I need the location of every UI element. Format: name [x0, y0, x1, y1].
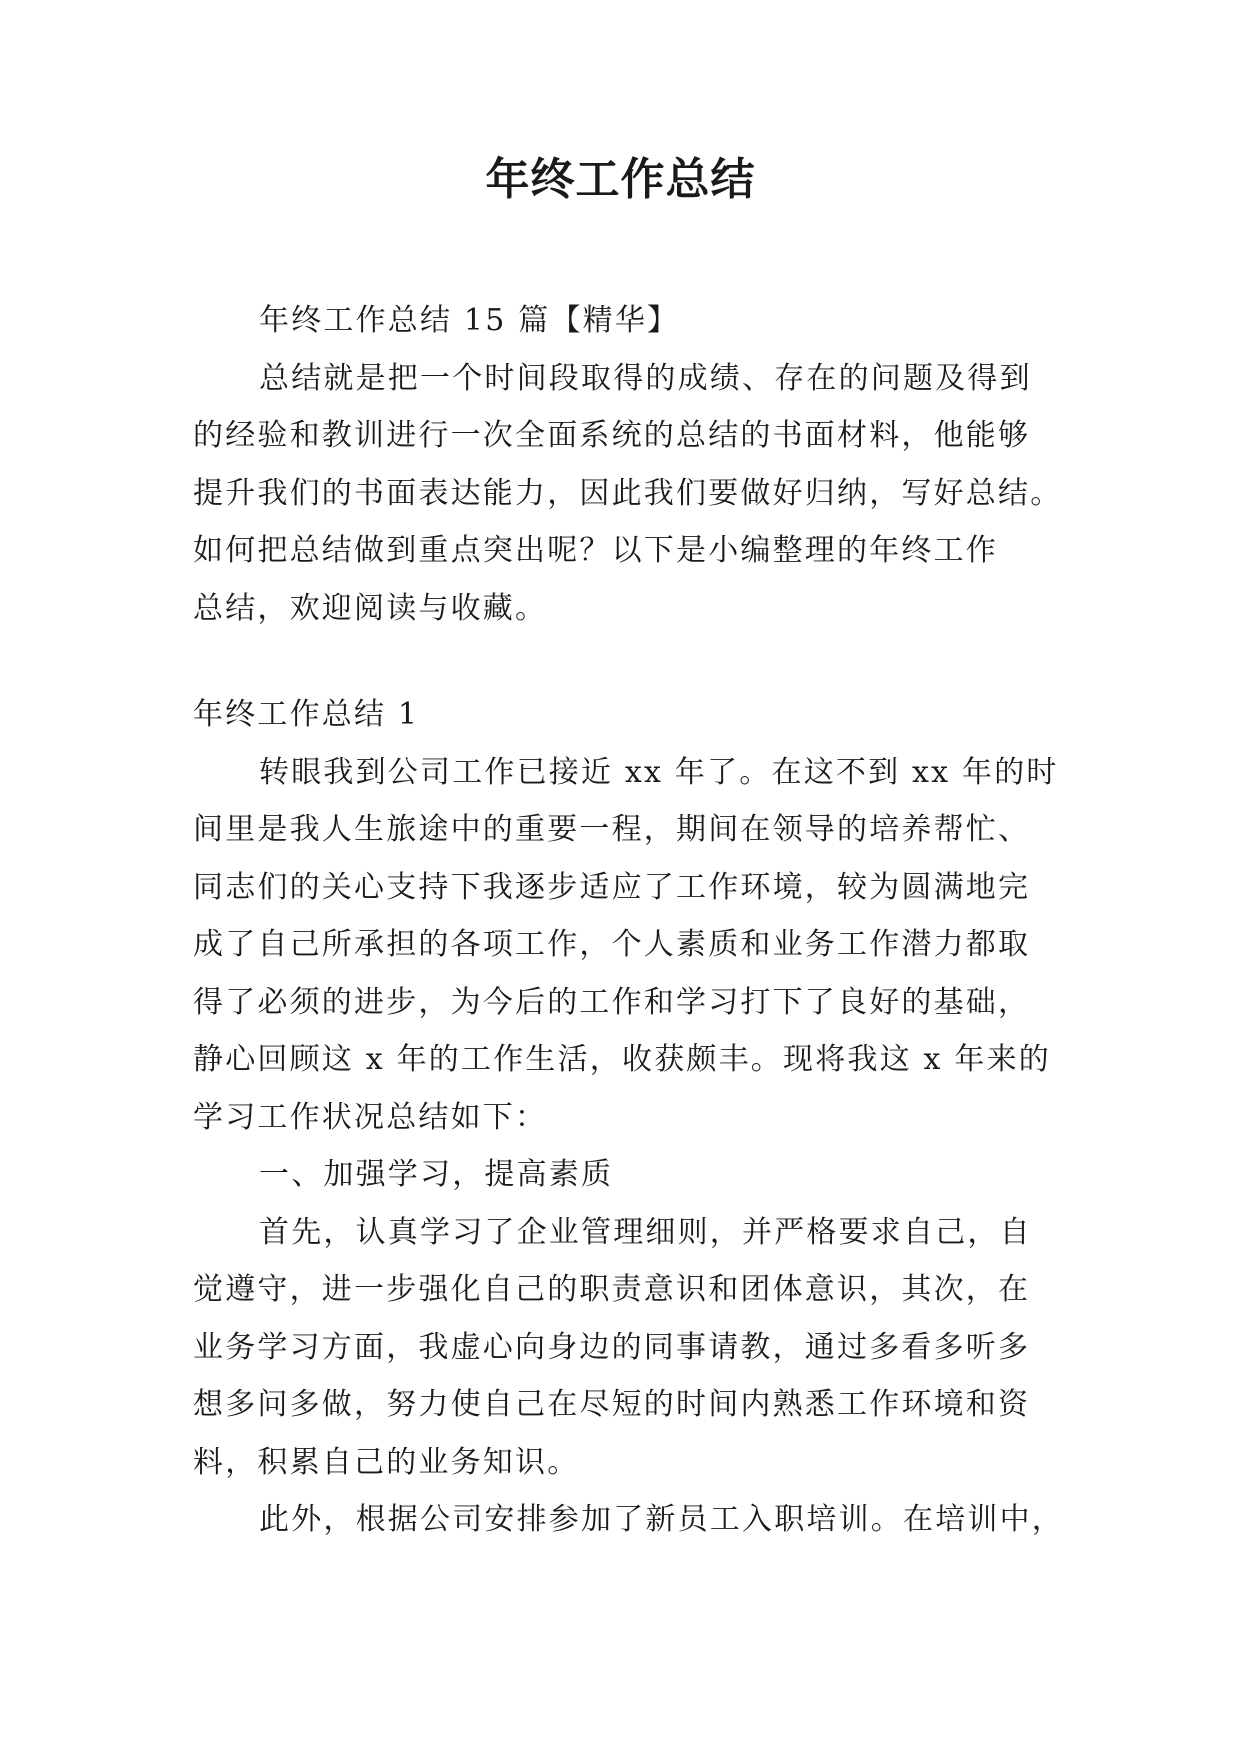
text-line: 的经验和教训进行一次全面系统的总结的书面材料，他能够 — [193, 418, 1031, 453]
text-line: 此外，根据公司安排参加了新员工入职培训。在培训中， — [259, 1502, 1064, 1537]
paragraph-3 — [193, 1491, 1064, 1549]
text-line: 总结就是把一个时间段取得的成绩、存在的问题及得到 — [259, 360, 1032, 396]
text-line: 转眼我到公司工作已接近 xx 年了。在这不到 xx 年的时 — [259, 754, 1059, 790]
text-line: 学习工作状况总结如下： — [193, 1099, 548, 1135]
text-line: 同志们的关心支持下我逐步适应了工作环境，较为圆满地完 — [193, 869, 1031, 905]
document-body — [193, 292, 1064, 1549]
text-line: 想多问多做，努力使自己在尽短的时间内熟悉工作环境和资 — [193, 1387, 1031, 1422]
document-subtitle: 年终工作总结 15 篇【精华】 — [259, 303, 680, 338]
text-line: 首先，认真学习了企业管理细则，并严格要求自己，自 — [259, 1214, 1032, 1250]
document-title: 年终工作总结 — [485, 154, 756, 205]
text-line: 料，积累自己的业务知识。 — [193, 1444, 580, 1480]
text-line: 得了必须的进步，为今后的工作和学习打下了良好的基础， — [193, 984, 1031, 1020]
intro-paragraph — [193, 350, 1063, 638]
paragraph-1 — [193, 744, 1059, 1147]
text-line: 觉遵守，进一步强化自己的职责意识和团体意识，其次，在 — [193, 1272, 1031, 1307]
text-line: 业务学习方面，我虚心向身边的同事请教，通过多看多听多 — [193, 1329, 1031, 1365]
text-line: 间里是我人生旅途中的重要一程，期间在领导的培养帮忙、 — [193, 812, 1031, 847]
text-line: 成了自己所承担的各项工作，个人素质和业务工作潜力都取 — [193, 927, 1031, 962]
subheading: 一、加强学习，提高素质 — [259, 1157, 614, 1192]
paragraph-spacer — [193, 637, 1053, 686]
text-line: 总结，欢迎阅读与收藏。 — [193, 590, 548, 626]
text-line: 提升我们的书面表达能力，因此我们要做好归纳，写好总结。 — [193, 475, 1063, 511]
text-line: 静心回顾这 x 年的工作生活，收获颇丰。现将我这 x 年来的 — [193, 1042, 1051, 1077]
section-heading: 年终工作总结 1 — [193, 697, 420, 732]
paragraph-2 — [193, 1204, 1053, 1492]
text-line: 如何把总结做到重点突出呢？以下是小编整理的年终工作 — [193, 533, 998, 568]
